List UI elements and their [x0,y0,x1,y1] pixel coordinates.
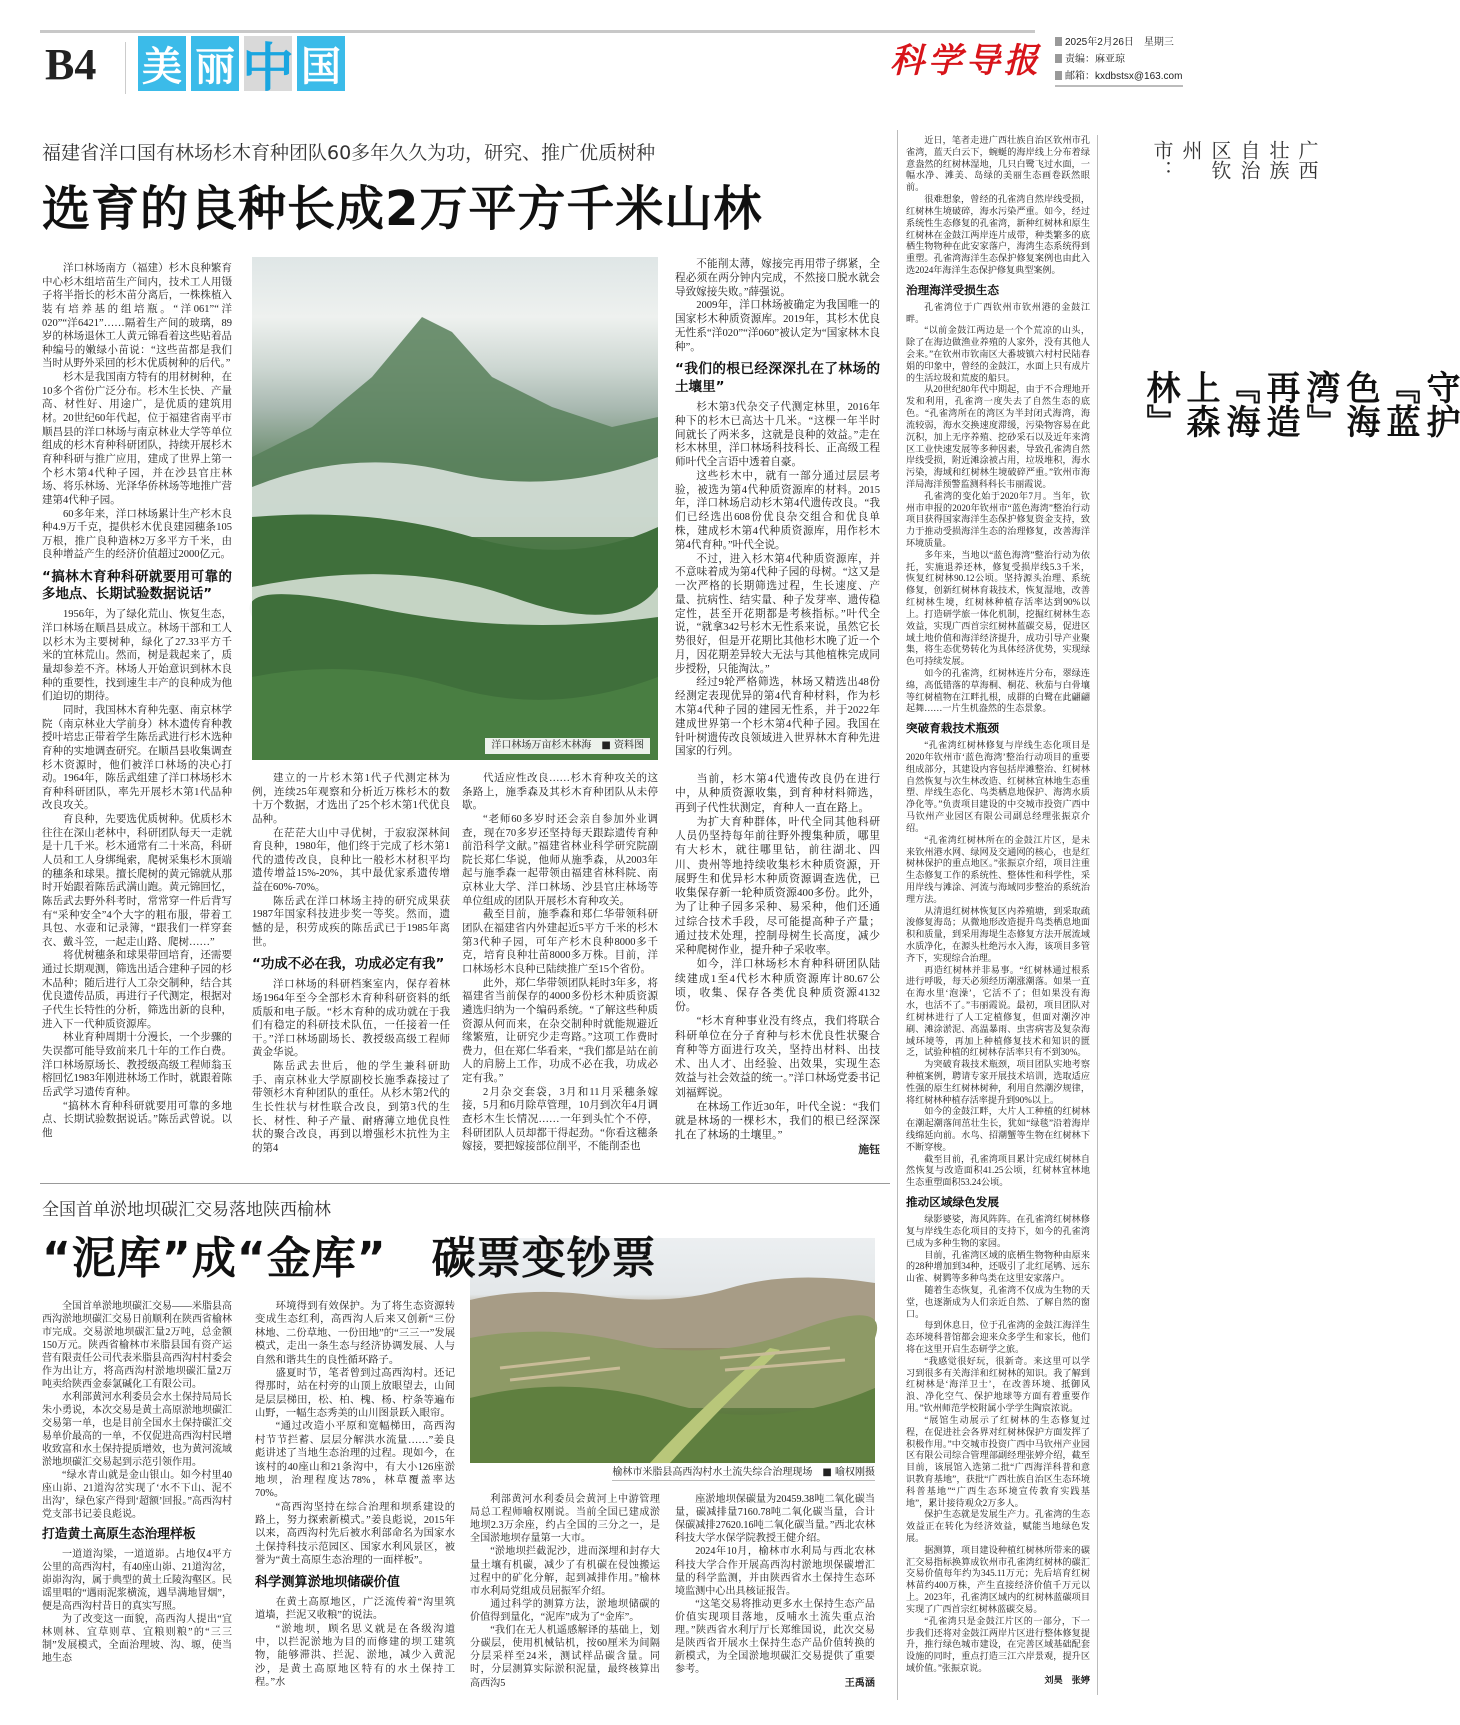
paragraph: “以前金鼓江两边是一个个荒凉的山头，除了在海边做渔业养殖的人家外，没有其他人会来。”在钦州市钦南区大番坡镇六村村民陆春娟的印象中，曾经的金鼓江，水面上只有成片的生活垃圾和荒废的船只。 [906,325,1090,383]
story-divider [40,1183,890,1184]
story3-column-2 [255,1300,455,1690]
paragraph: “老师60多岁时还会亲自参加外业调查，现在70多岁还坚持每天跟踪遗传育种前沿科学文献。”福建省林业科学研究院副院长郑仁华说，他师从施季森，从2003年起与施季森一起带领由福建省林科院、南京林业大学、洋口林场、沙县官庄林场等单位组成的团队开展杉木育种攻关。 [462,813,658,907]
paragraph: 盛夏时节，笔者曾到过高西沟村。还记得那时，站在村旁的山顶上放眼望去，山间是层层梯田，松、柏、槐、杨、柠条等遍布山野，一幅生态秀美的山川图景跃入眼帘。 [255,1367,455,1419]
paragraph: 不能削太薄，嫁接完再用带子绑紧，全程必须在两分钟内完成，不然接口脱水就会导致嫁接失败。”薛强说。 [675,259,880,298]
paragraph: 杉木是我国南方特有的用材树种，在10多个省份广泛分布。杉木生长快、产量高、材性好、用途广，是优质的建筑用材。20世纪60年代起，位于福建省南平市顺昌县的洋口林场与南京林业大学等单位组成的杉木育种科研团队，持续开展杉木育种科研与推广应用，建成了世界上第一个杉木第4代种子园，并在沙县官庄林场、将乐林场、光泽华侨林场等地推广营建第4代种子园。 [42,372,232,506]
paragraph: “绿水青山就是金山银山。如今村里40座山峁、21道沟岔实现了‘水不下山、泥不出沟’，绿色家产得到‘超额’回报。”高西沟村党支部书记姜良彪说。 [42,1470,232,1520]
paragraph: “孔雀湾红树林修复与岸线生态化项目是2020年钦州市‘蓝色海湾’整治行动项目的重要组成部分，其建设内容包括岸滩整治、红树林自然恢复与次生林改造、红树林宜林地生态重塑、岸线生态化、鸟类栖息地保护、海湾水质净化等。”负责项目建设的中交城市投资广西中马钦州产业园区有限公司副总经理张振京介绍。 [906,740,1090,833]
paragraph: 近日，笔者走进广西壮族自治区钦州市孔雀湾，蓝天白云下，蜿蜒的海岸线上分布着绿意盎然的红树林湿地，几只白鹭飞过水面，一幅水净、滩美、岛绿的美丽生态画卷跃然眼前。 [906,135,1090,193]
column-divider [897,130,898,1700]
paragraph: 如今，洋口林场杉木育种科研团队陆续建成1至4代杉木种质资源库计80.67公顷，收集、保存各类优良种质资源4132份。 [675,958,880,1013]
story1-headline: 选育的良种长成2万平方千米山林 [42,181,763,237]
paragraph: 一道道沟梁，一道道峁。占地仅4平方公里的高西沟村，有40座山峁、21道沟岔，峁峁沟沟，属于典型的黄土丘陵沟壑区。民谣里唱的“遇雨泥浆横流，遇旱满地冒烟”，便是高西沟村昔日的真实写照。 [42,1549,232,1613]
paragraph: 很难想象，曾经的孔雀湾自然岸线受损，红树林生境破碎，海水污染严重。如今，经过系统性生态修复的孔雀湾，新种红树林和原生红树林在金鼓江两岸连片成带，种类繁多的底栖生物物种在此安家落户，海湾生态系统得到重塑。孔雀湾海洋生态保护修复案例也由此入选2024年海洋生态保护修复典型案例。 [906,194,1090,275]
paragraph: 洋口林场的科研档案室内，保存着林场1964年至今全部杉木育种科研资料的纸质版和电子版。“杉木育种的成功就在于我们有稳定的科研技术队伍，一任接着一任干。”洋口林场副场长、教授级高级工程师黄金华说。 [252,979,450,1059]
story3-column-4 [675,1493,875,1690]
paragraph: 同时，我国林木育种先驱、南京林学院（南京林业大学前身）林木遗传育种教授叶培忠正带着学生陈岳武进行杉木选种育种的实地调查研究。在顺昌县收集调查杉木资源时，他们被洋口林场的决心打动。1964年，陈岳武组建了洋口林场杉木育种科研团队，率先开展杉木第1代品种改良攻关。 [42,704,232,812]
issue-date: 2025年2月26日 星期三 [1055,34,1183,51]
paragraph: 绿影婆娑，海风阵阵。在孔雀湾红树林修复与岸线生态化项目的支持下，如今的孔雀湾已成为多种生物的家园。 [906,1214,1090,1248]
paragraph: 孔雀湾的变化始于2020年7月。当年，钦州市申报的2020年钦州市“蓝色海湾”整治行动项目获得国家海洋生态保护修复资金支持，致力于推动受损海洋生态的治理修复，改善海洋环境质量。 [906,490,1090,548]
paragraph: 座淤地坝保碳量为20459.38吨二氧化碳当量，碳减排量7160.78吨二氧化碳当量，合计保碳减排27620.16吨二氧化碳当量。”西北农林科技大学水保学院教授王健介绍。 [675,1494,875,1545]
paragraph: 在黄土高原地区，广泛流传着“沟里筑道墙，拦泥又收粮”的说法。 [255,1596,455,1622]
paragraph: “孔雀湾只是金鼓江片区的一部分，下一步我们还将对金鼓江两岸片区进行整体修复提升，推行绿色城市建设，在完善区域基础配套设施的同时，重点打造三江六岸景观，提升区域价值。”张振京说。 [906,1615,1090,1673]
paragraph: 随着生态恢复，孔雀湾不仅成为生物的天堂，也逐渐成为人们亲近自然、了解自然的窗口。 [906,1284,1090,1319]
paragraph: 截至目前，孔雀湾项目累计完成红树林自然恢复与改造面积41.25公顷，红树林宜林地生态重塑面积53.24公顷。 [906,1153,1090,1188]
paragraph: 多年来，当地以“蓝色海湾”整治行动为依托，实施退养还林，修复受损岸线5.3千米，恢复红树林90.12公顷。坚持源头治理、系统修复，创新红树林育栽技术，恢复湿地，改善红树林生境，红树林种植存活率达到90%以上。打造研学旅一体化机制，挖掘红树林生态效益，实现广西首宗红树林蓝碳交易，促进区域土地价值和海洋经济提升，成功引导产业聚集，将生态优势转化为具体经济优势，实现绿色可持续发展。 [906,549,1090,667]
story1-kicker: 福建省洋口国有林场杉木育种团队60多年久久为功，研究、推广优质树种 [42,142,656,164]
section-logo [138,36,345,99]
paragraph: 从清退红树林恢复区内养殖塘，到采取疏浚修复海岛；从微地形改造提升鸟类栖息地面积和质量，到采用海堤生态修复方法开展流域水质净化，在源头杜绝污水入海，该项目多管齐下，实现综合治理。 [906,905,1090,963]
paragraph: 建立的一片杉木第1代子代测定林为例，连续25年观察和分析近万株杉木的数十万个数据，才选出了25个杉木第1代优良品种。 [252,773,450,825]
subheading: 打造黄土高原生态治理样板 [42,1527,196,1543]
story2-column [906,135,1090,1695]
paragraph: 陈岳武去世后，他的学生兼科研助手、南京林业大学原副校长施季森接过了带领杉木育种团队的重任。从杉木第2代的生长性状与材性联合改良，到第3代的生长、材性、种子产量、耐瘠薄立地优良性状的聚合改良，再到以增强杉木抗性为主的第4 [252,1061,450,1154]
section-logo-char: 中 [244,36,292,91]
paragraph: 林业育种周期十分漫长，一个步骤的失误都可能导致前来几十年的工作白费。洋口林场原场长、教授级高级工程师翁玉榕回忆1983年刚进林场工作时，就跟着陈岳武学习遗传育种。 [42,1032,232,1098]
paragraph: 为了改变这一面貌，高西沟人提出“宜林则林、宜草则草、宜粮则粮”的“三三制”发展模式，全面治理坡、沟、塬，使当地生态 [42,1614,232,1665]
paragraph: 在茫茫大山中寻优树，于寂寂深林间育良种，1980年，他们终于完成了杉木第1代的遗传改良，良种比一般杉木材积平均遗传增益15%-20%，其中最优家系遗传增益在60%-70%。 [252,827,450,894]
story3-headline: “泥库”成“金库” 碳票变钞票 [42,1233,657,1284]
paragraph: 据测算，项目建设种植红树林所带来的碳汇交易指标换算成钦州市孔雀湾红树林的碳汇交易价值每年约为345.11万元；先后培育红树林苗约400万株，产生直接经济价值千万元以上。2023年，孔雀湾区域内的红树林蓝碳项目实现了广西首宗红树林蓝碳交易。 [906,1544,1090,1614]
paragraph: 在林场工作近30年，叶代全说：“我们就是林场的一棵杉木，我们的根已经深深扎在了林场的土壤里。” [675,1100,880,1142]
top-rule [40,30,1035,33]
editor: 责编：麻亚琼 [1055,51,1183,68]
story3-column-1 [42,1300,232,1690]
paragraph: “淤地坝，顾名思义就是在各级沟道中，以拦泥淤地为目的而修建的坝工建筑物，能够滞洪、拦泥、淤地，减少入黄泥沙，是黄土高原地区特有的水土保持工程。”水 [255,1623,455,1689]
column-divider [1097,135,1098,1695]
paragraph: “杉木育种事业没有终点，我们将联合科研单位在分子育种与杉木优良性状聚合育种等方面进行攻关，坚持出材料、出技术、出人才、出经验、出效果，实现生态效益与社会效益的统一。”洋口林场党委书记刘福辉说。 [675,1015,880,1099]
paragraph: 为扩大育种群体，叶代全同其他科研人员仍坚持每年前往野外搜集种质，哪里有大杉木，就往哪里钻，前往湖北、四川、贵州等地持续收集杉木种质资源，开展野生和优异杉木种质资源调查选优，已收集保存新一轮种质资源400多份。此外，为了让种子园多采种、易采种，他们还通过综合技术手段，尽可能提高种子产量；通过技术处理，控制母树生长高度，减少采种爬树作业，提升种子采收率。 [675,815,880,956]
paragraph: 如今的孔雀湾，红树林连片分布，翠绿连绵，高低错落的草海桐、桐花、秋茄与白骨壤等红树植物在江畔扎根，成群的白鹭在此翩翩起舞……一片生机盎然的生态景象。 [906,667,1090,714]
paragraph: “我感觉很好玩，很新奇。来这里可以学习到很多有关海洋和红树林的知识。我了解到红树林是‘海洋卫士’，在改善环境、抵御风浪、净化空气、保护地球等方面有着重要作用。”钦州师范学校附属小学学生陶宸浓说。 [906,1355,1090,1414]
subheading: “功成不必在我，功成必定有我” [252,957,445,973]
byline: 施钰 [858,1143,880,1156]
paragraph: 孔雀湾位于广西钦州市钦州港的金鼓江畔。 [906,301,1090,324]
paragraph: 全国首单淤地坝碳汇交易——米脂县高西沟淤地坝碳汇交易日前顺利在陕西省榆林市完成。交易淤地坝碳汇量2万吨，总金额150万元。陕西省榆林市米脂县国有资产运营有限责任公司代表米脂县高西沟村村委会作为出让方，将高西沟村淤地坝碳汇量2万吨卖给陕西金泰氯碱化工有限公司。 [42,1301,232,1390]
paragraph: 目前，孔雀湾区域的底栖生物物种由原来的28种增加到34种，还吸引了北红尾鸲、远东山雀、树鹨等多种鸟类在这里安家落户。 [906,1249,1090,1284]
paragraph: 育良种，先要选优质树种。优质杉木往往在深山老林中，科研团队每天一走就是十几千米。杉木通常有二十米高，科研人员和工人身绑绳索，爬树采集杉木顶端的穗条和球果。擅长爬树的黄元锦就从那时开始跟着陈岳武满山跑。黄元锦回忆，陈岳武去野外科考时，常常穿一件后背写有“采种安全”4个大字的粗布服，带着工具包、水壶和记录簿，“跟我们一样穿套衣、戴斗笠，一起走山路、爬树……” [42,814,232,948]
paragraph: 60多年来，洋口林场累计生产杉木良种4.9万千克，提供杉木优良建园穗条105万根，推广良种造林2万多平方千米，由良种增益产生的经济价值超过2000亿元。 [42,508,232,561]
paragraph: 2009年，洋口林场被确定为我国唯一的国家杉木种质资源库。2019年，其杉木优良无性系“洋020”“洋060”被认定为“国家林木良种”。 [675,300,880,353]
story3-column-3 [470,1493,660,1690]
story1-column-4 [675,258,880,760]
subheading: 科学测算淤地坝储碳价值 [255,1575,400,1591]
story1-column-2 [252,772,450,1157]
email: 邮箱：kxdbstsx@163.com [1055,68,1183,85]
story3-photo-caption: 榆林市米脂县高西沟村水土流失综合治理现场 ■ 喻权刚摄 [612,1466,875,1481]
paragraph: 环境得到有效保护。为了将生态资源转变成生态红利，高西沟人后来又创新“三份林地、二份草地、一份田地”的“三三一”发展模式，走出一条生态与经济协调发展、人与自然和谐共生的良性循环路子。 [255,1301,455,1366]
story1-column-3 [462,772,658,1157]
story2-kicker: 广西壮族自治区钦州市： [1150,140,1319,180]
paragraph: “淤地坝拦截泥沙，进而深埋和封存大量土壤有机碳，减少了有机碳在侵蚀搬运过程中的矿化分解，起到减排作用。”榆林市水利局党组成员屈振军介绍。 [470,1546,660,1597]
paragraph: 将优树穗条和球果带回培育，还需要通过长期观测，筛选出适合建种子园的杉木品种；随后进行人工杂交制种，结合其优良遗传品质，再进行子代测定，根据对子代生长特性的分析，筛选出新的良种，进入下一代种质资源库。 [42,950,232,1030]
paragraph: 为突破育栽技术瓶颈，项目团队实地考察种植案例，聘请专家开展技术培训，选取适应性强的原生红树林树种，利用自然潮汐规律，将红树林种植存活率提升到90%以上。 [906,1059,1090,1105]
paragraph: 从20世纪80年代中期起，由于不合理地开发和利用，孔雀湾一度失去了自然生态的底色。“孔雀湾所在的湾区为半封闭式海湾，海流较弱，海水交换速度滞缓，污染物容易在此沉积，加上无序养殖、挖砂采石以及近年来湾区工业快速发展等多种因素，导致孔雀湾自然岸线受损，附近滩涂被占用，垃圾堆积，海水污染，海域和红树林生境破碎严重。”钦州市海洋局海洋预警监测科科长韦丽霞说。 [906,384,1090,489]
paragraph: 杉木第3代杂交子代测定林里，2016年种下的杉木已高达十几米。“这棵一年半时间就长了两米多，这就是良种的效益。”走在杉木林里，洋口林场科技科长、正高级工程师叶代全言语中透着自豪。 [675,402,880,469]
paragraph: “我们在无人机遥感解译的基础上，划分碳层，使用机械钻机，按60厘米为间隔分层采样至24米，测试样品碳含量。同时，分层测算实际淤积泥量，最终核算出高西沟5 [470,1625,660,1689]
paragraph: 1956年，为了绿化荒山、恢复生态，洋口林场在顺昌县成立。林场干部和工人以杉木为主要树种，绿化了27.33平方千米的宜林荒山。然而，树是栽起来了，质量却参差不齐。林场人开始意识到林木良种的重要性，找到速生丰产的良种成为他们迫切的期待。 [42,609,232,703]
paragraph: 经过9轮严格筛选，林场又精选出48份经测定表现优异的第4代育种材料，作为杉木第4代种子园的建园无性系，并于2022年建成世界第一个杉木第4代种子园。我国在针叶树遗传改良领域进入世界林木育种先进国家的行列。 [675,677,880,758]
byline: 刘昊 张婷 [1044,1674,1090,1685]
paragraph: 陈岳武在洋口林场主持的研究成果获1987年国家科技进步奖一等奖。然而，遗憾的是，积劳成疾的陈岳武已于1985年离世。 [252,895,450,948]
story1-column-1 [42,262,232,1157]
subheading: 突破育栽技术瓶颈 [906,721,1000,735]
issue-info [1055,34,1183,87]
paragraph: 2月杂交套袋，3月和11月采穗条嫁接，5月和6月除草管理，10月到次年4月调查杉木生长情况……一年到头忙个不停，科研团队人员却都干得起劲。“你看这穗条嫁接，要把嫁接部位削平，不能削歪也 [462,1086,658,1153]
section-logo-char: 国 [297,36,345,91]
paragraph: 如今的金鼓江畔，大片人工种植的红树林在潮起潮落间茁壮生长，犹如“绿毯”沿着海岸线绵延向前。水鸟、招潮蟹等生物在红树林下不断穿梭。 [906,1106,1090,1152]
paragraph: 每到休息日，位于孔雀湾的金鼓江海洋生态环境科普馆都会迎来众多学生和家长，他们将在这里开启生态研学之旅。 [906,1320,1090,1354]
story1-photo-caption: 洋口林场万亩杉木林海 ■ 资料图 [485,738,650,754]
paragraph: 利部黄河水利委员会黄河上中游管理局总工程师喻权刚说。当前全国已建成淤地坝2.3万余座，约占全国的三分之一，是全国淤地坝存量第一大市。 [470,1494,660,1545]
forest-mountain-illustration [252,257,658,760]
paragraph: 当前，杉木第4代遗传改良仍在进行中，从种质资源收集，到育种材料筛选，再到子代性状测定，育种人一直在路上。 [675,773,880,814]
paragraph: 2024年10月，榆林市水利局与西北农林科技大学合作开展高西沟村淤地坝保碳增汇量的科学监测，并由陕西省水土保持生态环境监测中心出具核证报告。 [675,1546,875,1597]
paragraph: “这笔交易将推动更多水土保持生态产品价值实现项目落地，反哺水土流失重点治理。”陕西省水利厅厅长郑维国说，此次交易是陕西省开展水土保持生态产品价值转换的新模式，为全国淤地坝碳汇交易提供了重要参考。 [675,1598,875,1676]
divider [125,42,126,94]
story1-photo [252,257,658,760]
paragraph: 这些杉木中，就有一部分通过层层考验，被选为第4代种质资源库的材料。2015年，洋口林场启动杉木第4代遗传改良。“我们已经选出608份优良杂交组合和优良单株，建成杉木第4代种质资源库，用作杉木第4代育种。”叶代全说。 [675,470,880,551]
paragraph: 此外，郑仁华带领团队耗时3年多，将福建省当前保存的4000多份杉木种质资源遴选归纳为一个编码系统。“了解这些种质资源从何而来，在杂交制种时就能规避近缘繁殖，让研究少走弯路。”这项工作费时费力，但在郑仁华看来，“我们都是站在前人的肩膀上工作，功成不必在我，功成必定有我。” [462,977,658,1085]
subheading: 推动区域绿色发展 [906,1194,1000,1209]
subheading: 治理海洋受损生态 [906,282,1000,297]
page-number: B4 [45,40,97,89]
subheading: “搞林木育种科研就要用可靠的多地点、长期试验数据说话” [42,569,232,603]
section-logo-char: 美 [138,36,186,91]
section-logo-char: 丽 [191,36,239,91]
paragraph: 再造红树林并非易事。“红树林通过根系进行呼吸，每天必须经历潮涨潮落。如果一直在海水里‘泡澡’，它活不了；但如果没有海水，也活不了。”韦丽霞说。最初，项目团队对红树林进行了人工定植修复，但面对潮汐冲刷、滩涂淤泥、高温暴雨、虫害病害及复杂海域环境等，再加上种植修复技术和知识的匮乏，试验种植的红树林存活率只有不到30%。 [906,964,1090,1058]
paragraph: “搞林木育种科研就要用可靠的多地点、长期试验数据说话。”陈岳武曾说。以他 [42,1100,232,1139]
paragraph: 不过，进入杉木第4代种质资源库，并不意味着成为第4代种子园的母树。“这又是一次严格的长期筛选过程，生长速度、产量、抗病性、结实量、种子发芽率、遗传稳定性，甚至开花期都是考核指标。”叶代全说，“就拿342号杉木无性系来说，虽然它长势很好，但是开花期比其他杉木晚了近一个月，因花期差异较大无法与其他植株完成同步授粉，只能淘汰。” [675,553,880,675]
paragraph: “高西沟坚持在综合治理和坝系建设的路上，努力探索新模式。”姜良彪说，2015年以来，高西沟村先后被水利部命名为国家水土保持科技示范园区、国家水利风景区，被誉为“黄土高原生态治理的一面样板”。 [255,1501,455,1567]
paragraph: “展馆生动展示了红树林的生态修复过程，在促进社会各界对红树林保护方面发挥了积极作用。”中交城市投资广西中马钦州产业园区有限公司综合管理部副经理张婷介绍，截至目前，该展馆入选第二批“广西海洋科普和意识教育基地”，获批“广西壮族自治区生态环境科普基地”“广西生态环境宣传教育实践基地”，累计接待观众2万多人。 [906,1414,1090,1508]
paragraph: “通过改造小平原和宽幅梯田，高西沟村节节拦蓄、层层分解洪水流量……”姜良彪讲述了当地生态治理的过程。现如今，在该村的40座山和21条沟中，有大小126座淤地坝，治理程度达78%，林草覆盖率达70%。 [255,1421,455,1500]
paragraph: “孔雀湾红树林所在的金鼓江片区，是未来钦州港水网、绿网及交通网的核心，也是红树林保护的重点地区。”张振京介绍，项目注重生态修复工作的系统性、整体性和科学性，采用岸线与滩涂、河流与海域同步整治的系统治理方法。 [906,834,1090,904]
subheading: “我们的根已经深深扎在了林场的土壤里” [675,361,880,395]
story2-headline: 守护『蓝色海湾』再造『海上森林』 [1140,370,1460,438]
story1-column-5 [675,772,880,1157]
paragraph: 洋口林场南方（福建）杉木良种繁育中心杉木组培苗生产间内，技术工人用镊子将半指长的杉木苗分离后，一株株植入装有培养基的组培瓶。“洋061”“洋020”“洋6421”……隔着生产间的玻璃，89岁的林场退休工人黄元锦看着这些贴着品种编号的嫩绿小苗说：“这些苗都是我们当时从野外采回的杉木优质树种的后代。” [42,263,232,370]
paragraph: 代适应性改良……杉木育种攻关的这条路上，施季森及其杉木育种团队从未停歇。 [462,773,658,812]
paragraph: 截至目前，施季森和郑仁华带领科研团队在福建省内外建起近5平方千米的杉木第3代种子园，可年产杉木良种8000多千克，培育良种壮苗8000多万株。目前，洋口林场杉木良种已陆续推广至15个省份。 [462,909,658,975]
paragraph: 通过科学的测算方法，淤地坝储碳的价值得到量化，“泥库”成为了“金库”。 [470,1598,660,1623]
byline: 王禹涵 [844,1677,875,1689]
paragraph: 保护生态就是发展生产力。孔雀湾的生态效益正在转化为经济效益，赋能当地绿色发展。 [906,1509,1090,1543]
paragraph: 水利部黄河水利委员会水土保持局局长朱小勇说，本次交易是黄土高原淤地坝碳汇交易第一单，也是目前全国水土保持碳汇交易单价最高的一单，不仅促进高西沟村民增收致富和水土保持提质增效，也为黄河流域淤地坝碳汇交易起到示范引领作用。 [42,1392,232,1468]
newspaper-logo: 科学导报 [890,43,1042,80]
story3-kicker: 全国首单淤地坝碳汇交易落地陕西榆林 [42,1200,331,1220]
